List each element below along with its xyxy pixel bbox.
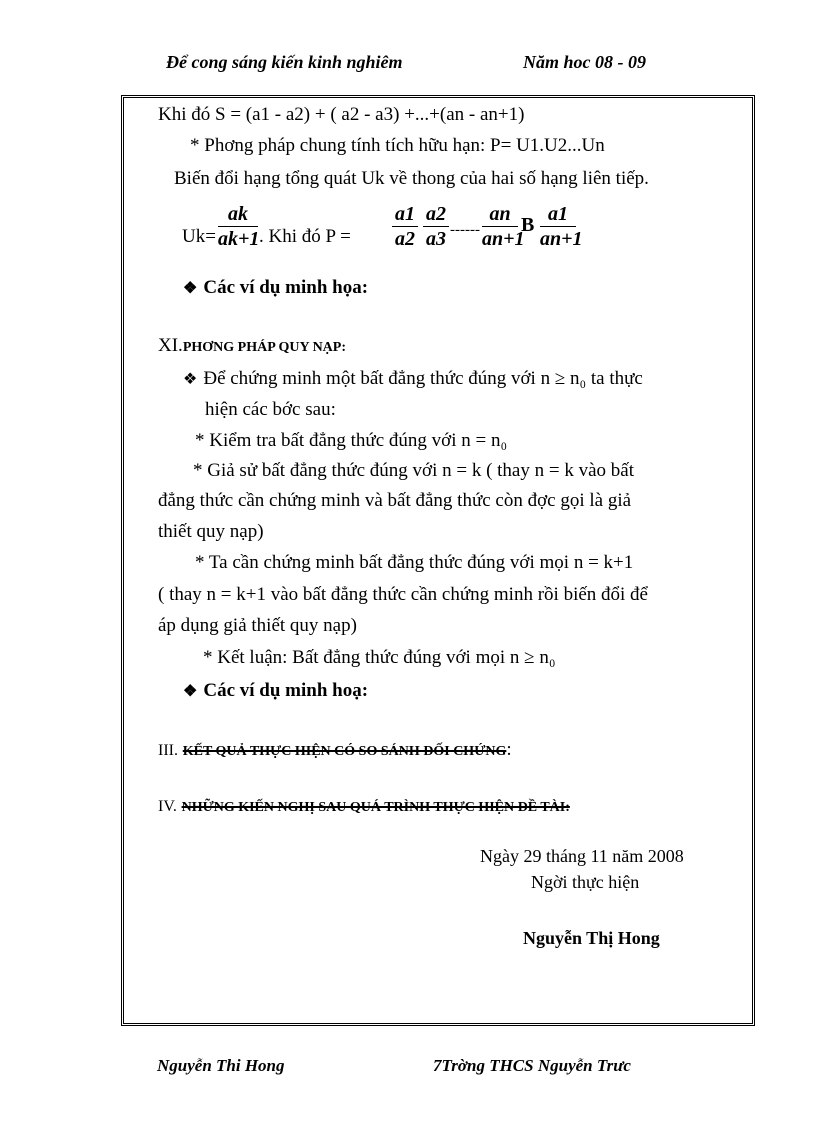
fraction-2-num: a2	[426, 203, 446, 225]
section-xi-title: PHƠNG PHÁP QUY NẠP:	[182, 340, 346, 355]
line-sum	[158, 104, 524, 126]
step-assume-cont-2: thiết quy nạp)	[158, 521, 264, 542]
header-title: Để cong sáng kiến kinh nghiêm	[166, 52, 403, 72]
section-iv-title: NHỮNG KIẾN NGHỊ SAU QUÁ TRÌNH THỰC HIỆN ĐỀ TÀI:	[181, 800, 570, 815]
line-sum-prefix: Khi đó S = (a	[158, 104, 261, 125]
fraction-uk-den: ak+1	[218, 228, 260, 250]
fraction-1-num: a1	[395, 203, 415, 225]
line-transform: Biến đổi hạng tổng quát Uk về thong của hai số hạng liên tiếp.	[174, 168, 649, 189]
signature-date: Ngày 29 tháng 11 năm 2008	[480, 846, 684, 866]
fraction-2-den: a3	[426, 228, 446, 250]
step-prove: * Ta cần chứng minh bất đẳng thức đúng với mọi n = k+1	[195, 552, 634, 573]
diamond-bullet-icon: ❖	[183, 371, 198, 388]
paragraph-induction-intro	[183, 368, 643, 390]
step-check-base: * Kiểm tra bất đẳng thức đúng với n = n₀	[195, 430, 508, 451]
step-prove-cont-1: ( thay n = k+1 vào bất đẳng thức cần chứng minh rồi biến đổi để	[158, 584, 648, 605]
formula-mid: . Khi đó P =	[259, 226, 351, 247]
formula-dashes: ------	[450, 222, 480, 238]
examples-heading-1	[183, 277, 368, 299]
step-assume-cont-1: đẳng thức cần chứng minh và bất đẳng thức còn đợc gọi là giả	[158, 490, 632, 511]
header-year: Năm hoc 08 - 09	[523, 52, 646, 72]
fraction-uk-num: ak	[228, 203, 248, 225]
fraction-4-num: a1	[548, 203, 568, 225]
fraction-uk	[218, 203, 258, 250]
footer-author: Nguyễn Thi Hong	[157, 1056, 285, 1075]
paragraph-induction-intro-text: Để chứng minh một bất đẳng thức đúng với n ≥ n₀ ta thực	[203, 368, 643, 389]
line-product-method: * Phơng pháp chung tính tích hữu hạn: P= U1.U2...Un	[190, 135, 605, 156]
formula-b: B	[521, 214, 535, 236]
fraction-1-den: a2	[395, 228, 415, 250]
section-xi-number: XI.	[158, 335, 183, 356]
section-xi	[158, 335, 346, 357]
uk-label: Uk=	[182, 226, 216, 247]
fraction-3	[482, 203, 525, 250]
signature-role: Ngời thực hiện	[531, 872, 640, 892]
step-prove-cont-2: áp dụng giả thiết quy nạp)	[158, 615, 357, 636]
fraction-3-den: an+1	[482, 228, 525, 250]
section-iii-colon: :	[506, 739, 512, 760]
section-iv-number: IV.	[158, 798, 177, 815]
section-iv	[158, 795, 570, 817]
diamond-bullet-icon: ❖	[183, 280, 198, 297]
fraction-4-den: an+1	[540, 228, 583, 250]
footer-school: 7Trờng THCS Nguyễn Trưc	[433, 1056, 631, 1075]
examples-heading-1-label: Các ví dụ minh họa:	[203, 277, 369, 298]
section-iii-number: III.	[158, 742, 178, 759]
fraction-3-num: an	[489, 203, 511, 225]
fraction-4	[540, 203, 583, 250]
step-assume: * Giả sử bất đẳng thức đúng với n = k ( thay n = k vào bất	[193, 460, 634, 481]
diamond-bullet-icon: ❖	[183, 683, 198, 700]
paragraph-induction-intro-cont: hiện các bớc sau:	[205, 399, 336, 420]
section-iii	[158, 739, 512, 761]
examples-heading-2-label: Các ví dụ minh hoạ:	[203, 680, 369, 701]
step-conclusion: * Kết luận: Bất đẳng thức đúng với mọi n ≥ n₀	[203, 647, 556, 668]
fraction-2	[423, 203, 449, 250]
examples-heading-2	[183, 680, 368, 702]
fraction-1	[392, 203, 418, 250]
section-iii-title: KẾT QUẢ THỰC HIỆN CÓ SO SÁNH ĐỐI CHỨNG	[182, 744, 507, 759]
signature-name: Nguyễn Thị Hong	[523, 928, 660, 948]
line-sum-rest: 1 - a2) + ( a2 - a3) +...+(an - an+1)	[260, 104, 525, 125]
